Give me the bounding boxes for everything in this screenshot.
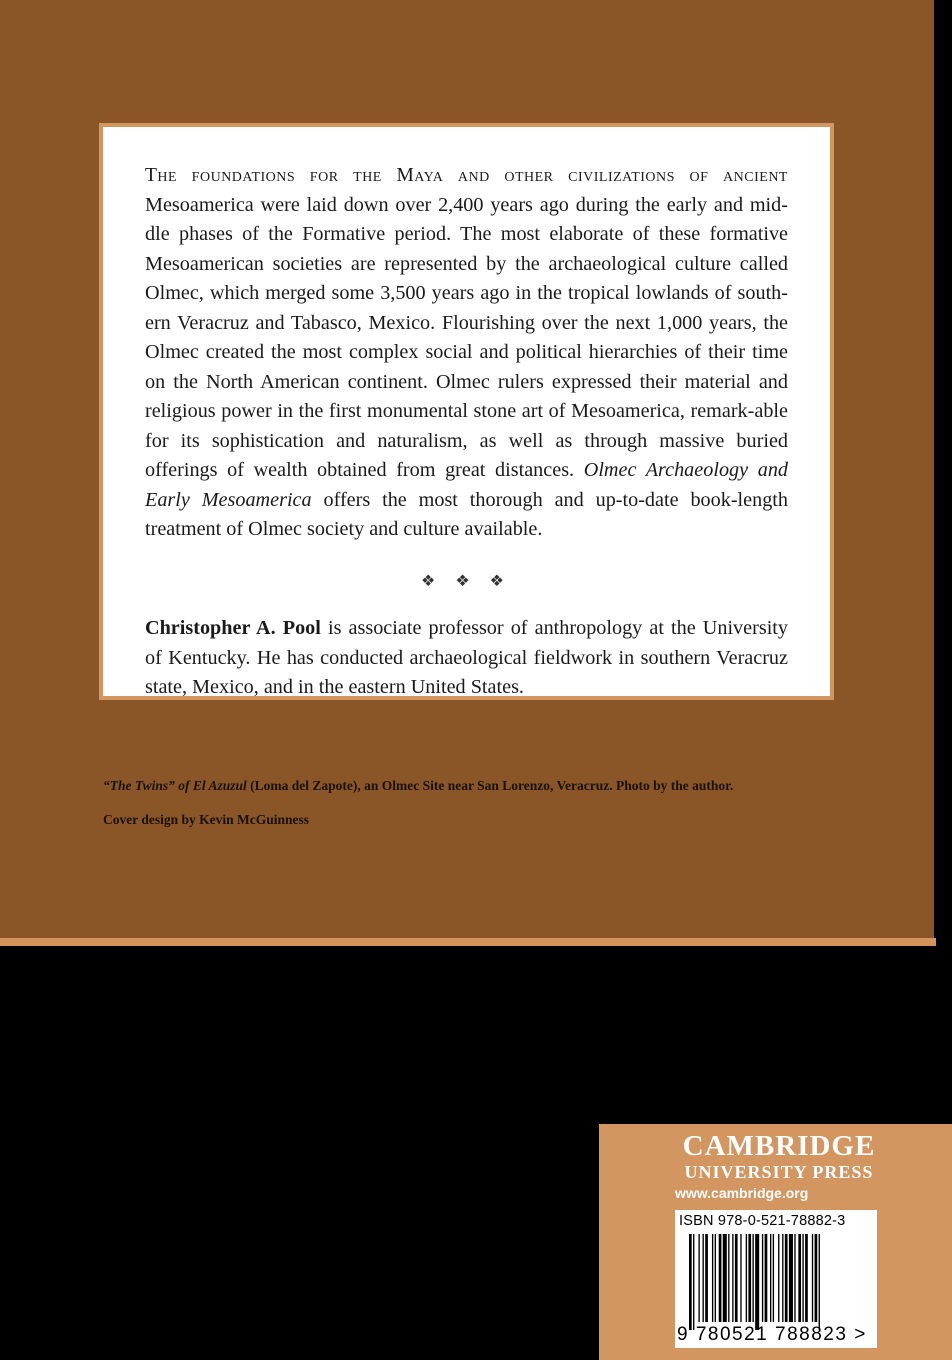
blurb-lead: The foundations for the Maya and other civilizations of ancient <box>145 165 788 186</box>
blurb-box <box>99 123 834 700</box>
blurb-text-2: offers the most thorough and up-to-date book-length treatment of Olmec society and culture available. <box>145 488 788 540</box>
barcode-bar <box>752 1234 753 1322</box>
blurb-text-1: Mesoamerica were laid down over 2,400 years ago during the early and mid-dle phases of the Formative period. The most elaborate of these formative Mesoamerican societies are represented by the archaeological culture called Olmec, which merged some 3,500 years ago in the tropical lowlands of south-ern Veracruz and Tabasco, Mexico. Flourishing over the next 1,000 years, the Olmec created the most complex social and political hierarchies of their time on the North American continent. Olmec rulers expressed their material and religious power in the first monumental stone art of Mesoamerica, remark-able for its sophistication and naturalism, as well as through massive buried offerings of wealth obtained from great distances. <box>145 193 788 481</box>
isbn-label: ISBN 978-0-521-78882-3 <box>679 1213 846 1229</box>
barcode-digits: 9 780521 788823 > <box>677 1324 867 1345</box>
barcode-bar <box>703 1234 704 1322</box>
ornament-divider: ❖ ❖ ❖ <box>420 572 513 590</box>
barcode-bar <box>689 1234 692 1330</box>
barcode-bar <box>755 1234 759 1330</box>
barcode-bar <box>693 1234 694 1330</box>
author-bio-text: is associate professor of anthropology at the University of Kentucky. He has conducted archaeological fieldwork in southern Veracruz state, Mexico, and in the eastern United States. <box>145 617 789 698</box>
barcode-bar <box>819 1234 820 1330</box>
barcode-bar <box>762 1234 763 1322</box>
cover-edge-strip <box>0 938 936 946</box>
publisher-panel <box>599 1124 952 1360</box>
book-title: Olmec Archaeology and Early Mesoamerica <box>145 459 789 511</box>
author-name: Christopher A. Pool <box>145 617 321 639</box>
barcode-bar <box>770 1234 771 1322</box>
barcode-bar <box>798 1234 801 1322</box>
barcode-bar <box>715 1234 716 1322</box>
barcode-bar <box>778 1234 779 1322</box>
publisher-name: CAMBRIDGE <box>682 1130 876 1162</box>
barcode-bar <box>705 1234 708 1322</box>
publisher-subtitle: UNIVERSITY PRESS <box>684 1162 874 1182</box>
barcode-bar <box>735 1234 738 1322</box>
barcode-bar <box>773 1234 774 1322</box>
barcode-bar <box>765 1234 768 1322</box>
caption-title: “The Twins” of El Azuzul <box>103 778 247 793</box>
barcode-bar <box>815 1234 818 1322</box>
barcode-bar <box>812 1234 813 1322</box>
photo-caption <box>103 778 823 794</box>
barcode-bar <box>794 1234 795 1322</box>
barcode-box <box>675 1210 877 1348</box>
barcode-bar <box>740 1234 741 1322</box>
design-credit: Cover design by Kevin McGuinness <box>103 812 310 827</box>
barcode-bar <box>782 1234 783 1322</box>
barcode-bar <box>712 1234 713 1322</box>
barcode-bar <box>732 1234 733 1322</box>
barcode-bar <box>805 1234 808 1322</box>
barcode-bar <box>785 1234 788 1322</box>
barcode-bar <box>746 1234 747 1322</box>
barcode-bar <box>748 1234 751 1322</box>
publisher-url: www.cambridge.org <box>675 1185 809 1201</box>
barcode-bar <box>802 1234 803 1322</box>
barcode-bar <box>728 1234 729 1322</box>
author-bio <box>145 614 788 703</box>
caption-text: (Loma del Zapote), an Olmec Site near San Lorenzo, Veracruz. Photo by the author. <box>246 778 734 793</box>
barcode-bar <box>789 1234 793 1322</box>
barcode-bar <box>723 1234 727 1322</box>
blurb-paragraph <box>145 161 788 545</box>
barcode-bar <box>719 1234 722 1322</box>
barcode-bar <box>698 1234 699 1322</box>
blurb-inner <box>103 127 830 696</box>
